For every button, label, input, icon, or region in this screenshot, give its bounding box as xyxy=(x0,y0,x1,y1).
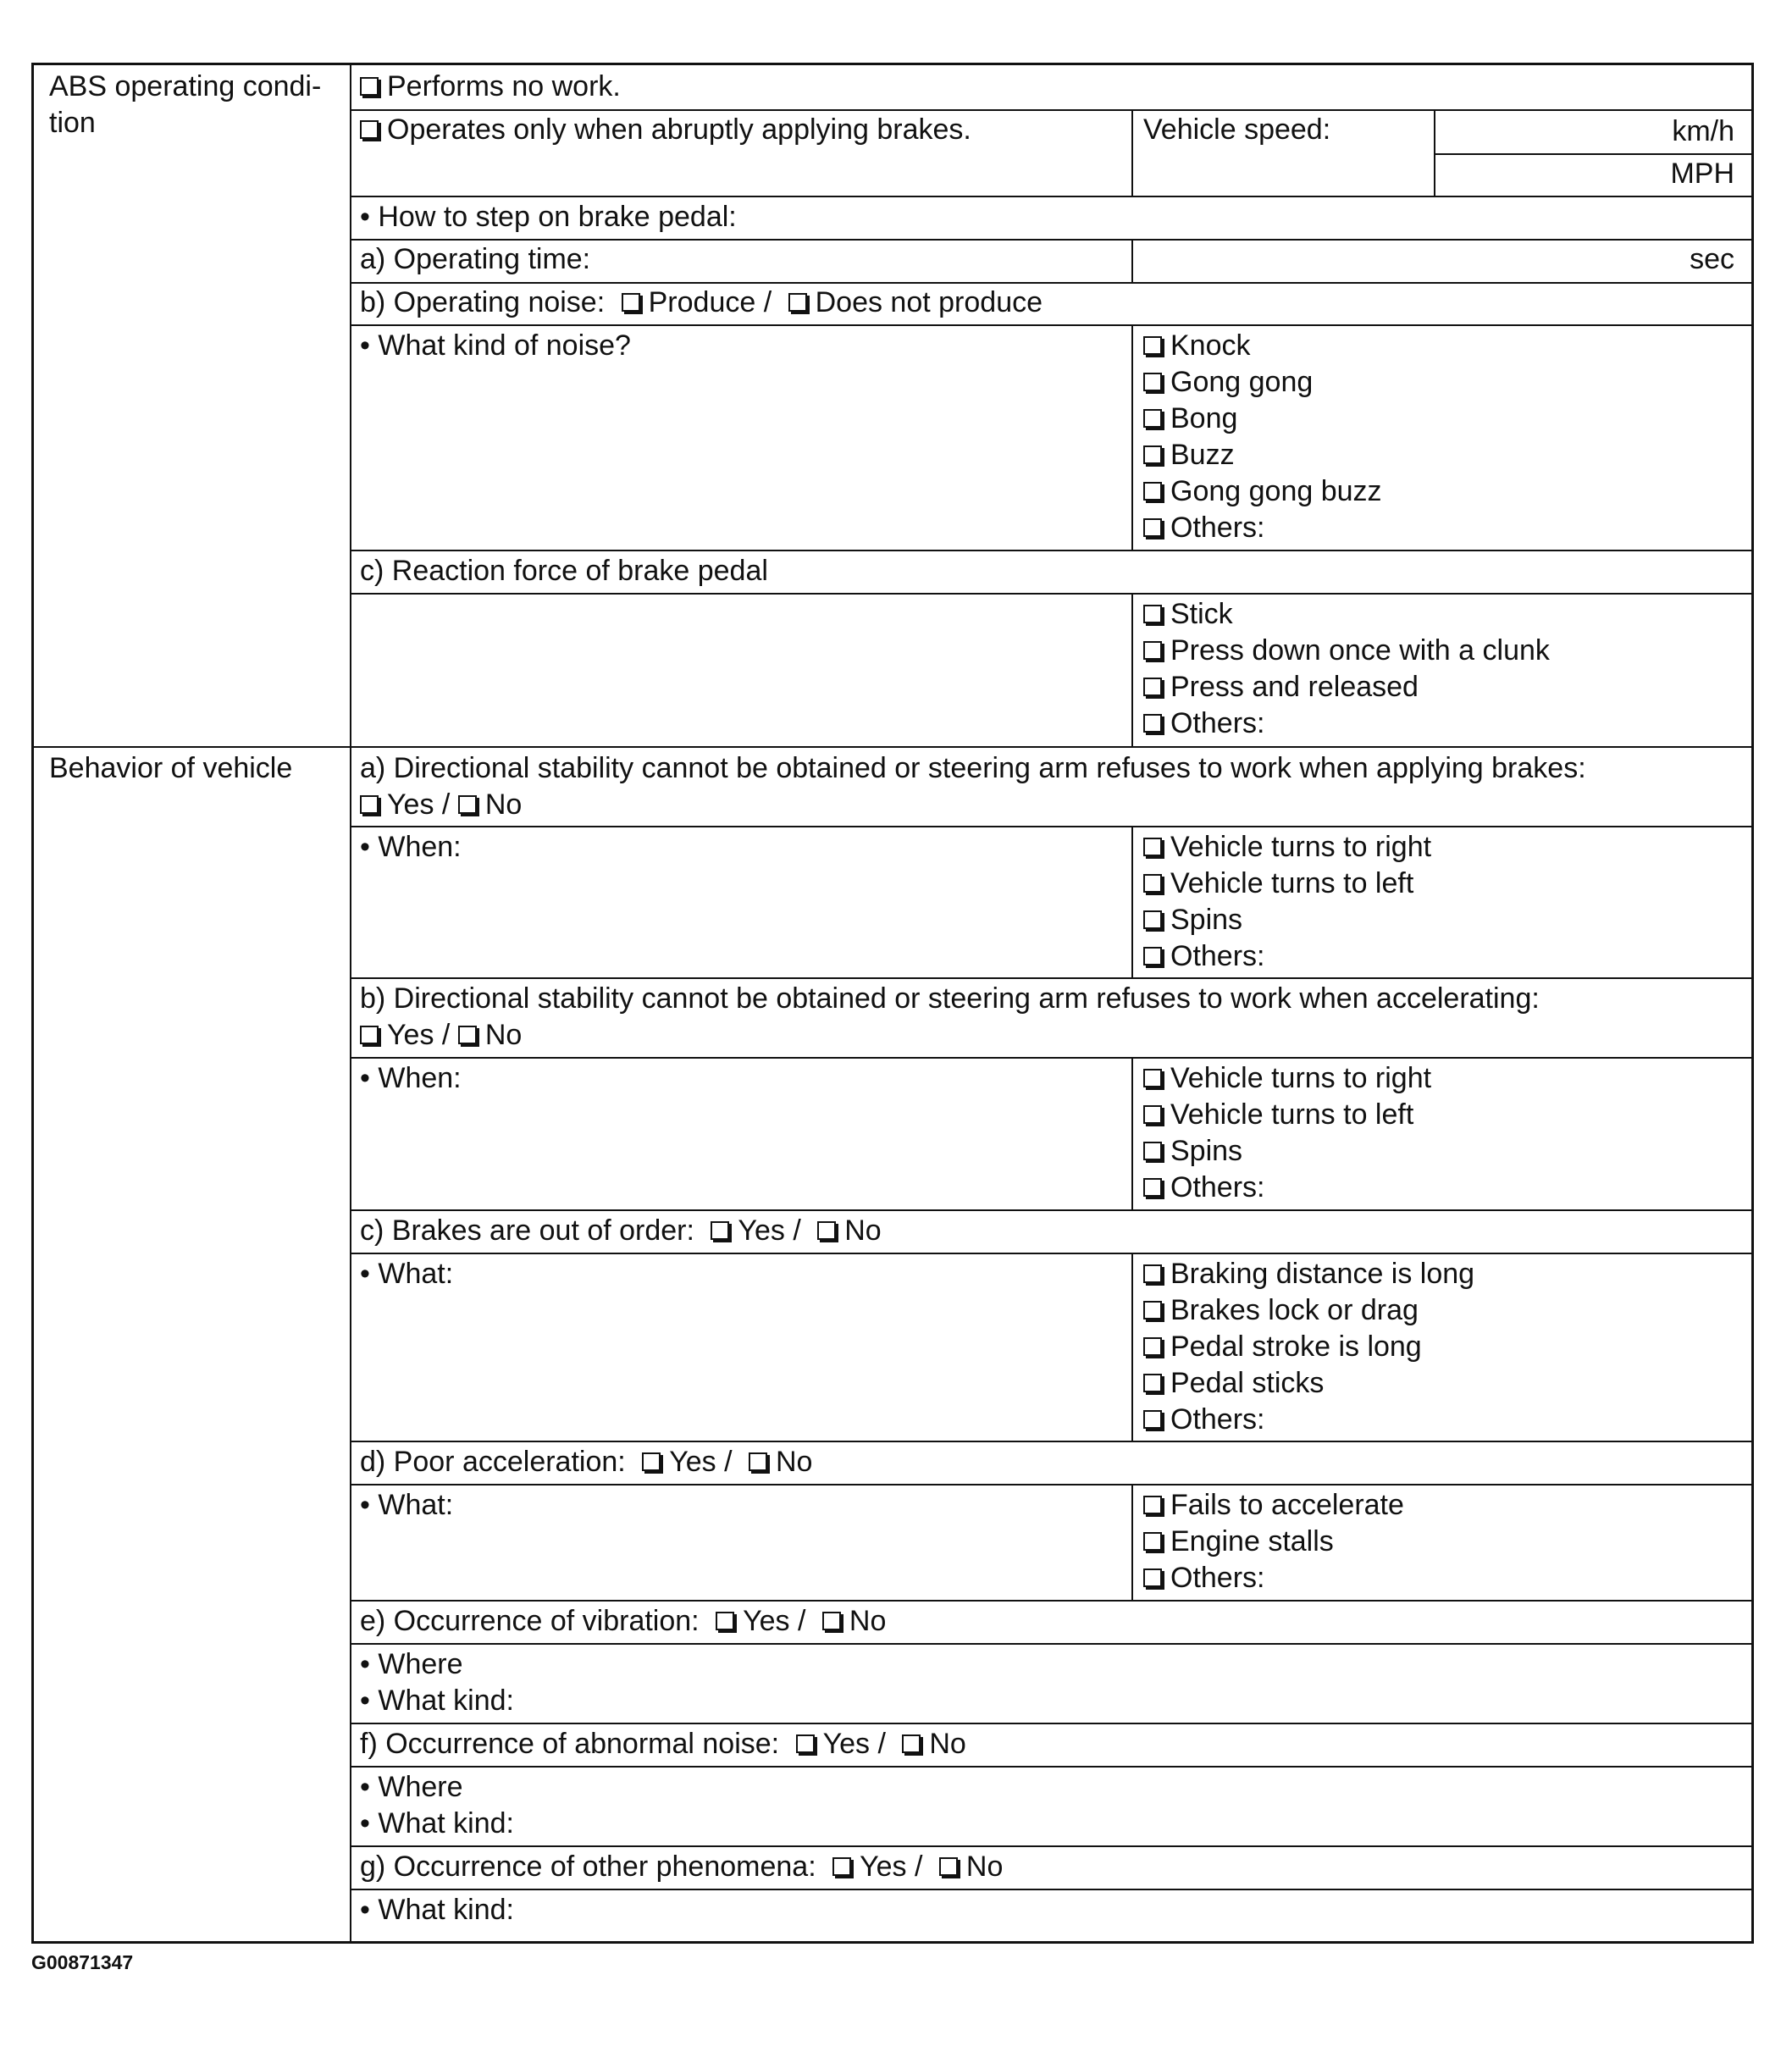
how-to-step-label: • How to step on brake pedal: xyxy=(360,201,737,233)
noise-option[interactable]: Gong gong xyxy=(1143,364,1382,401)
cell-divider xyxy=(1131,593,1133,746)
when-option[interactable]: Vehicle turns to right xyxy=(1143,1060,1431,1097)
what-kind-label: • What kind: xyxy=(360,1894,514,1926)
column-divider xyxy=(350,65,351,1944)
acceleration-options-list xyxy=(1143,1487,1404,1596)
noise-option[interactable]: Others: xyxy=(1143,510,1382,546)
poor-acceleration-question: d) Poor acceleration: Yes / No xyxy=(360,1446,813,1478)
checkbox-icon[interactable] xyxy=(1143,910,1162,929)
braking-stability-question: a) Directional stability cannot be obtained or steering arm refuses to work when applying brakes: Yes / No xyxy=(360,750,1586,823)
yes-no-choice: Yes / No xyxy=(360,1017,1540,1054)
no-checkbox[interactable] xyxy=(817,1221,836,1240)
checkbox-icon[interactable] xyxy=(1143,1532,1162,1551)
when-label: • When: xyxy=(360,831,462,863)
row-divider xyxy=(350,282,1754,284)
checkbox-icon[interactable] xyxy=(1143,874,1162,893)
what-label: • What: xyxy=(360,1258,454,1290)
brake-issue-option[interactable]: Pedal sticks xyxy=(1143,1365,1474,1402)
noise-option[interactable]: Gong gong buzz xyxy=(1143,473,1382,510)
checkbox-icon[interactable] xyxy=(1143,336,1162,355)
row-divider xyxy=(350,1766,1754,1768)
checkbox-icon[interactable] xyxy=(1143,1374,1162,1392)
brake-issue-option[interactable]: Pedal stroke is long xyxy=(1143,1329,1474,1365)
checkbox-icon[interactable] xyxy=(1143,518,1162,537)
row-divider xyxy=(350,593,1754,595)
when-option[interactable]: Others: xyxy=(1143,938,1431,975)
brakes-out-of-order-question: c) Brakes are out of order: Yes / No xyxy=(360,1214,882,1247)
noise-options-list xyxy=(1143,328,1382,546)
row-divider xyxy=(350,1889,1754,1890)
checkbox-icon[interactable] xyxy=(1143,605,1162,623)
row-divider xyxy=(350,1253,1754,1254)
checkbox-icon[interactable] xyxy=(1143,373,1162,391)
noise-option[interactable]: Bong xyxy=(1143,401,1382,437)
brake-issue-option[interactable]: Braking distance is long xyxy=(1143,1256,1474,1292)
no-checkbox[interactable] xyxy=(458,1026,477,1044)
abs-operating-condition-label: ABS operating condi- tion xyxy=(49,70,322,139)
row-divider xyxy=(350,239,1754,241)
brake-issue-options-list xyxy=(1143,1256,1474,1438)
when-label: • When: xyxy=(360,1062,462,1094)
when-option[interactable]: Spins xyxy=(1143,1133,1431,1170)
row-divider xyxy=(350,550,1754,551)
yes-checkbox[interactable] xyxy=(711,1221,729,1240)
what-kind-label: • What kind: xyxy=(360,1685,514,1717)
vibration-question: e) Occurrence of vibration: Yes / No xyxy=(360,1605,887,1637)
checkbox-icon[interactable] xyxy=(1143,1410,1162,1429)
no-checkbox[interactable] xyxy=(939,1857,958,1876)
reaction-option[interactable]: Press down once with a clunk xyxy=(1143,633,1550,669)
operating-noise-row: b) Operating noise: Produce / Does not produce xyxy=(360,286,1043,318)
yes-checkbox[interactable] xyxy=(716,1612,734,1630)
acceleration-option[interactable]: Fails to accelerate xyxy=(1143,1487,1404,1524)
no-checkbox[interactable] xyxy=(749,1452,767,1471)
checkbox-icon[interactable] xyxy=(1143,1178,1162,1197)
checkbox-icon[interactable] xyxy=(1143,1337,1162,1356)
reaction-option[interactable]: Others: xyxy=(1143,705,1550,742)
other-phenomena-question: g) Occurrence of other phenomena: Yes / No xyxy=(360,1851,1004,1883)
yes-no-choice: Yes / No xyxy=(360,787,1586,823)
checkbox-icon[interactable] xyxy=(1143,1105,1162,1124)
checkbox-icon[interactable] xyxy=(1143,1496,1162,1514)
row-divider xyxy=(350,826,1754,827)
when-accelerating-options-list xyxy=(1143,1060,1431,1206)
row-divider xyxy=(350,1845,1754,1847)
cell-divider xyxy=(1131,1484,1133,1600)
operating-time-label: a) Operating time: xyxy=(360,243,591,275)
cell-divider xyxy=(1131,1057,1133,1209)
when-option[interactable]: Vehicle turns to right xyxy=(1143,829,1431,866)
when-option[interactable]: Vehicle turns to left xyxy=(1143,1097,1431,1133)
yes-checkbox[interactable] xyxy=(360,795,379,814)
checkbox-icon[interactable] xyxy=(1143,445,1162,464)
cell-divider xyxy=(1434,109,1435,196)
what-kind-label: • What kind: xyxy=(360,1807,514,1840)
row-divider xyxy=(350,1643,1754,1645)
when-option[interactable]: Others: xyxy=(1143,1170,1431,1206)
performs-no-work-option[interactable]: Performs no work. xyxy=(360,69,621,105)
no-checkbox[interactable] xyxy=(902,1734,921,1753)
cell-divider xyxy=(1131,324,1133,550)
no-checkbox[interactable] xyxy=(458,795,477,814)
kmh-unit: km/h xyxy=(1672,115,1734,147)
cell-divider xyxy=(1131,1253,1133,1441)
checkbox-icon[interactable] xyxy=(1143,482,1162,501)
checkbox-icon[interactable] xyxy=(1143,1301,1162,1319)
produce-checkbox[interactable] xyxy=(622,293,640,312)
row-divider xyxy=(1434,153,1754,155)
checkbox-icon[interactable] xyxy=(360,77,379,96)
acceleration-option[interactable]: Engine stalls xyxy=(1143,1524,1404,1560)
checkbox-icon[interactable] xyxy=(1143,1142,1162,1160)
row-divider xyxy=(350,109,1754,111)
row-divider xyxy=(350,977,1754,979)
reaction-options-list xyxy=(1143,596,1550,742)
brake-issue-option[interactable]: Brakes lock or drag xyxy=(1143,1292,1474,1329)
checkbox-icon[interactable] xyxy=(1143,678,1162,696)
checkbox-icon[interactable] xyxy=(1143,947,1162,965)
noise-option[interactable]: Buzz xyxy=(1143,437,1382,473)
checkbox-icon[interactable] xyxy=(1143,641,1162,660)
row-divider xyxy=(350,1057,1754,1059)
section-divider xyxy=(34,746,1754,748)
row-divider xyxy=(350,1723,1754,1724)
accelerating-stability-question: b) Directional stability cannot be obtained or steering arm refuses to work when accelerating: Yes / No xyxy=(360,981,1540,1054)
row-divider xyxy=(350,1484,1754,1485)
checkbox-icon[interactable] xyxy=(1143,1069,1162,1087)
when-braking-options-list xyxy=(1143,829,1431,975)
acceleration-option[interactable]: Others: xyxy=(1143,1560,1404,1596)
abs-checklist-form xyxy=(31,63,1754,1944)
what-kind-of-noise-label: • What kind of noise? xyxy=(360,329,631,362)
reaction-force-label: c) Reaction force of brake pedal xyxy=(360,555,768,587)
what-label: • What: xyxy=(360,1489,454,1521)
figure-code: G00871347 xyxy=(31,1951,134,1973)
row-divider xyxy=(350,196,1754,197)
does-not-produce-checkbox[interactable] xyxy=(788,293,807,312)
brake-issue-option[interactable]: Others: xyxy=(1143,1402,1474,1438)
vibration-details xyxy=(360,1646,514,1719)
reaction-option[interactable]: Press and released xyxy=(1143,669,1550,705)
checkbox-icon[interactable] xyxy=(360,120,379,139)
abrupt-braking-option[interactable]: Operates only when abruptly applying brakes. xyxy=(360,112,971,148)
checkbox-icon[interactable] xyxy=(1143,714,1162,733)
yes-checkbox[interactable] xyxy=(832,1857,851,1876)
when-option[interactable]: Spins xyxy=(1143,902,1431,938)
yes-checkbox[interactable] xyxy=(796,1734,815,1753)
when-option[interactable]: Vehicle turns to left xyxy=(1143,866,1431,902)
checkbox-icon[interactable] xyxy=(1143,1264,1162,1283)
where-label: • Where xyxy=(360,1648,463,1680)
mph-unit: MPH xyxy=(1670,158,1734,190)
checkbox-icon[interactable] xyxy=(1143,838,1162,856)
where-label: • Where xyxy=(360,1771,463,1803)
row-divider xyxy=(350,324,1754,326)
cell-divider xyxy=(1131,826,1133,977)
abnormal-noise-question: f) Occurrence of abnormal noise: Yes / No xyxy=(360,1728,966,1760)
checkbox-icon[interactable] xyxy=(1143,1568,1162,1587)
row-divider xyxy=(350,1600,1754,1602)
vehicle-speed-label: Vehicle speed: xyxy=(1143,113,1331,146)
no-checkbox[interactable] xyxy=(822,1612,841,1630)
yes-checkbox[interactable] xyxy=(360,1026,379,1044)
row-divider xyxy=(350,1441,1754,1442)
behavior-of-vehicle-label: Behavior of vehicle xyxy=(49,752,293,784)
sec-unit: sec xyxy=(1690,243,1734,275)
yes-checkbox[interactable] xyxy=(642,1452,661,1471)
checkbox-icon[interactable] xyxy=(1143,409,1162,428)
reaction-option[interactable]: Stick xyxy=(1143,596,1550,633)
cell-divider xyxy=(1131,239,1133,282)
row-divider xyxy=(350,1209,1754,1211)
abnormal-noise-details xyxy=(360,1769,514,1842)
cell-divider xyxy=(1131,109,1133,196)
noise-option[interactable]: Knock xyxy=(1143,328,1382,364)
